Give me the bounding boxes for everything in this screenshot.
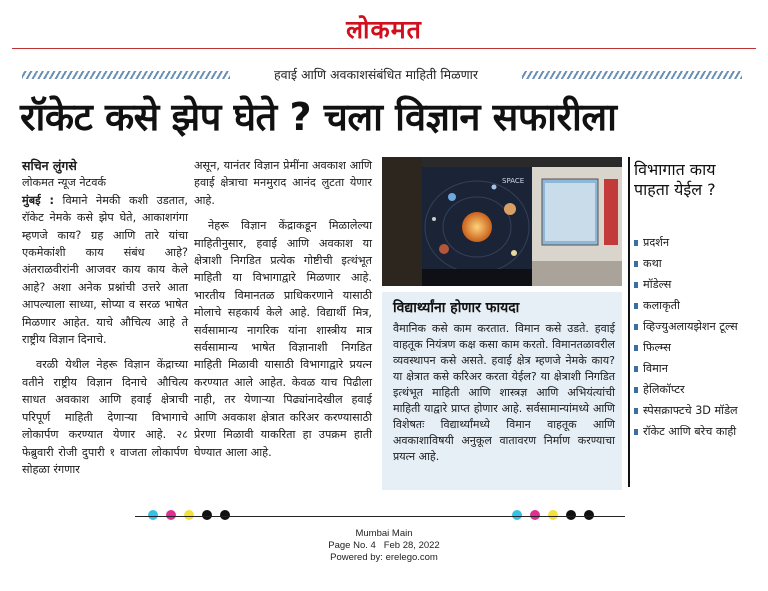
paragraph-1-text: विमाने नेमकी कशी उडतात, रॉकेट नेमके कसे झेप घेते, आकाशगंगा म्हणजे काय? ग्रह आणि तारे यांचा एकमेकांशी काय संबंध आहे? अंतराळवीरांनी आजवर काय काय केले आहे? अशा अनेक प्रश्नांची उत्तरे आता आपल्याला साध्या, सोप्या व सरळ भाषेत मिळणार आहेत. याचे औचित्य आहे ते राष्ट्रीय विज्ञान दिनाचे. bbox=[22, 193, 188, 347]
article-paragraph-4: नेहरू विज्ञान केंद्राकडून मिळालेल्या माहितीनुसार, हवाई आणि अवकाश या क्षेत्राशी निगडित प्रत्येक गोष्टीची इत्थंभूत माहिती या विभागाद्वारे मिळणार आहे. भारतीय विमानतळ प्राधिकरणाने यासाठी मोलाचे सहकार्य केले आहे. विद्यार्थी मित्र, सर्वसामान्य नागरिक यांना शास्त्रीय मात्र सर्वसामान्य भाषेत विज्ञानाशी निगडित माहिती मिळावी यासाठी विभागाद्वारे प्रयत्न करण्यात आले आहेत. केवळ याच पिढीला नाही, तर येणाऱ्या पिढ्यांनादेखील हवाई आणि अवकाश क्षेत्रात करिअर करण्यासाठी प्रेरणा मिळावी याकरिता हा उपक्रम हाती घेण्यात आला आहे. bbox=[194, 219, 372, 459]
kicker-text: हवाई आणि अवकाशसंबंधित माहिती मिळणार bbox=[274, 67, 478, 82]
register-dot-yellow bbox=[548, 510, 558, 520]
paragraph-gap bbox=[22, 348, 188, 356]
sidebar-list bbox=[634, 236, 754, 446]
article-column-1 bbox=[22, 157, 188, 478]
sidebar-item: हेलिकॉप्टर bbox=[634, 383, 754, 397]
sidebar-item: कलाकृती bbox=[634, 299, 754, 313]
register-dot-black bbox=[202, 510, 212, 520]
register-dot-black bbox=[566, 510, 576, 520]
color-register-dots-right bbox=[512, 510, 612, 520]
register-dot-black bbox=[584, 510, 594, 520]
kicker-hatch-right bbox=[522, 71, 742, 79]
sidebar-item: रॉकेट आणि बरेच काही bbox=[634, 425, 754, 439]
planets-exhibit-image bbox=[382, 157, 622, 286]
kicker-hatch-left bbox=[22, 71, 230, 79]
sidebar-item: स्पेसक्राफ्टचे 3D मॉडेल bbox=[634, 404, 754, 418]
sidebar-title: विभागात काय पाहता येईल ? bbox=[634, 160, 716, 199]
sidebar-item: व्हिज्युअलायझेशन टूल्स bbox=[634, 320, 754, 334]
article-paragraph-1 bbox=[22, 192, 188, 349]
register-dot-cyan bbox=[148, 510, 158, 520]
benefits-box-body: वैमानिक कसे काम करतात. विमान कसे उडते. हवाई वाहतूक नियंत्रण कक्ष कसा काम करतो. विमानतळावरील व्यवस्थापन कसे असते. हवाई क्षेत्र म्हणजे नेमके काय? या क्षेत्रात कसे करिअर करता येईल? या क्षेत्राशी निगडित इत्थंभूत माहिती आणि शास्त्रज्ञ आणि अभियंत्यांची माहिती याद्वारे प्राप्त होणार आहे. सर्वसामान्यांमध्ये आणि विशेषतः विद्यार्थ्यांमध्ये विमान वाहतूक आणि अवकाशाविषयी अनुकूल वातावरण निर्माण करण्याचा प्रयत्न आहे. bbox=[393, 322, 615, 463]
register-dot-cyan bbox=[512, 510, 522, 520]
article-paragraph-2: वरळी येथील नेहरू विज्ञान केंद्राच्या वतीने राष्ट्रीय विज्ञान दिनाचे औचित्य साधत अवकाश आणि हवाई क्षेत्राची परिपूर्ण माहिती देणाऱ्या विभागाचे लोकार्पण करण्यात येणार आहे. २८ फेब्रुवारी रोजी दुपारी १ वाजता लोकार्पण सोहळा रंगणार bbox=[22, 358, 188, 476]
sidebar-item: विमान bbox=[634, 362, 754, 376]
article-paragraph-3: असून, यानंतर विज्ञान प्रेमींना अवकाश आणि हवाई क्षेत्राचा मनमुराद आनंद लुटता येणार आहे. bbox=[194, 159, 372, 207]
masthead-logo: लोकमत bbox=[346, 15, 422, 44]
footer-edition: Mumbai Main bbox=[355, 528, 413, 539]
sidebar-item: प्रदर्शन bbox=[634, 236, 754, 250]
footer-page-info: Page No. 4 Feb 28, 2022 bbox=[328, 540, 440, 551]
register-dot-yellow bbox=[184, 510, 194, 520]
sidebar-rule bbox=[628, 157, 630, 487]
page-bottom-rule bbox=[135, 516, 625, 517]
byline: सचिन लुंगसे bbox=[22, 158, 77, 173]
color-register-dots-left bbox=[148, 510, 248, 520]
dateline: मुंबई : bbox=[22, 193, 54, 207]
exhibit-photo bbox=[382, 157, 622, 286]
article-column-2 bbox=[194, 157, 372, 461]
headline: रॉकेट कसे झेप घेते ? चला विज्ञान सफारीला bbox=[20, 95, 617, 139]
benefits-box-title: विद्यार्थ्यांना होणार फायदा bbox=[393, 300, 520, 316]
sidebar-item: कथा bbox=[634, 257, 754, 271]
photo-space-label: SPACE bbox=[502, 177, 525, 185]
masthead-rule bbox=[12, 48, 756, 49]
register-dot-magenta bbox=[166, 510, 176, 520]
footer-powered-by: Powered by: erelego.com bbox=[330, 552, 438, 563]
agency-credit: लोकमत न्यूज नेटवर्क bbox=[22, 176, 107, 190]
register-dot-magenta bbox=[530, 510, 540, 520]
sidebar-item: मॉडेल्स bbox=[634, 278, 754, 292]
page-footer bbox=[0, 528, 768, 564]
paragraph-gap bbox=[194, 209, 372, 217]
sidebar-item: फिल्म्स bbox=[634, 341, 754, 355]
register-dot-black bbox=[220, 510, 230, 520]
